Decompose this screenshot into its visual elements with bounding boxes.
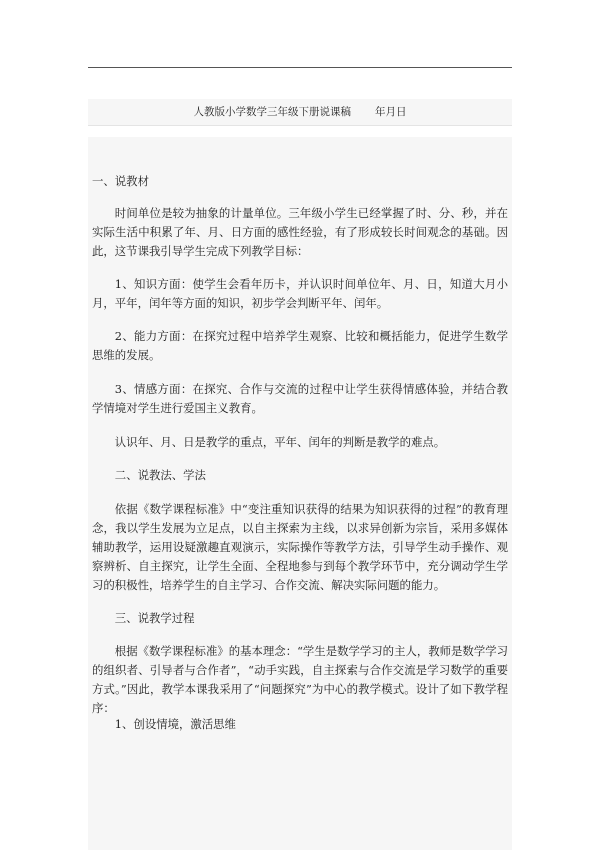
paragraph-step-one: 1、创设情境，激活思维 [114,717,236,731]
section-heading-methods: 二、说教法、学法 [114,468,206,482]
paragraph-knowledge-goal: 1、知识方面：使学生会看年历卡，并认识时间单位年、月、日，知道大月小月，平年，闰年等方面的知识，初步学会判断平年、闰年。 [92,277,508,310]
paragraph-key-points: 认识年、月、日是教学的重点，平年、闰年的判断是教学的难点。 [114,435,446,449]
section-heading-process: 三、说教学过程 [114,611,195,625]
document-body [88,137,512,850]
paragraph-process: 根据《数学课程标准》的基本理念：“学生是数学学习的主人，教师是数学学习的组织者、引导者与合作者”，“动手实践，自主探索与合作交流是学习数学的重要方式。”因此，教学本课我采用了“问题探究”为中心的教学模式。设计了如下教学程序： [92,644,508,715]
paragraph-emotion-goal: 3、情感方面：在探究、合作与交流的过程中让学生获得情感体验，并结合教学情境对学生进行爱国主义教育。 [92,382,508,415]
paragraph-intro: 时间单位是较为抽象的计量单位。三年级小学生已经掌握了时、分、秒，并在实际生活中积累了年、月、日方面的感性经验，有了形成较长时间观念的基础。因此，这节课我引导学生完成下列教学目标： [92,206,508,258]
document-title: 人教版小学数学三年级下册说课稿 [193,106,351,118]
document-date: 年月日 [375,106,407,118]
section-heading-teaching-material: 一、说教材 [92,174,149,188]
paragraph-ability-goal: 2、能力方面：在探究过程中培养学生观察、比较和概括能力，促进学生数学思维的发展。 [92,329,508,362]
header-rule [88,67,512,68]
paragraph-methods: 依据《数学课程标准》中“变注重知识获得的结果为知识获得的过程”的教育理念，我以学生发展为立足点，以自主探索为主线，以求异创新为宗旨，采用多媒体辅助教学，运用设疑激趣直观演示，实际操作等教学方法，引导学生动手操作、观察辨析、自主探究，让学生全面、全程地参与到每个教学环节中，充分调动学生学习的积极性，培养学生的自主学习、合作交流、解决实际问题的能力。 [92,502,508,592]
document-title-bar [88,99,512,126]
